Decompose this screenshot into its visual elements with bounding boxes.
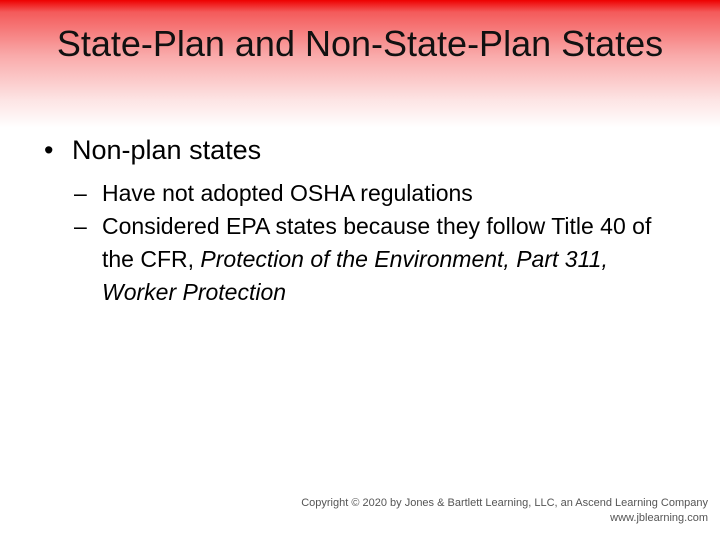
copyright-text: Copyright © 2020 by Jones & Bartlett Learning, LLC, an Ascend Learning Company bbox=[301, 497, 708, 509]
website-link[interactable]: www.jblearning.com bbox=[610, 512, 708, 524]
bullet-item bbox=[44, 133, 684, 167]
bullet-text: Non-plan states bbox=[72, 135, 262, 165]
footer bbox=[301, 496, 708, 526]
sub-bullet-list bbox=[44, 177, 684, 309]
slide-title: State-Plan and Non-State-Plan States bbox=[56, 23, 664, 64]
sub-bullet-italic-text: Protection of the Environment, Part 311, Worker Protection bbox=[102, 246, 608, 305]
sub-bullet-marker: – bbox=[74, 213, 87, 239]
sub-bullet-text: Considered EPA states because they follow Title 40 of the CFR, bbox=[102, 213, 652, 272]
sub-bullet-item bbox=[74, 177, 684, 210]
bullet-marker: • bbox=[44, 135, 54, 165]
sub-bullet-text: Have not adopted OSHA regulations bbox=[102, 180, 473, 206]
sub-bullet-marker: – bbox=[74, 180, 87, 206]
sub-bullet-item bbox=[74, 210, 684, 309]
slide-body bbox=[44, 133, 684, 309]
